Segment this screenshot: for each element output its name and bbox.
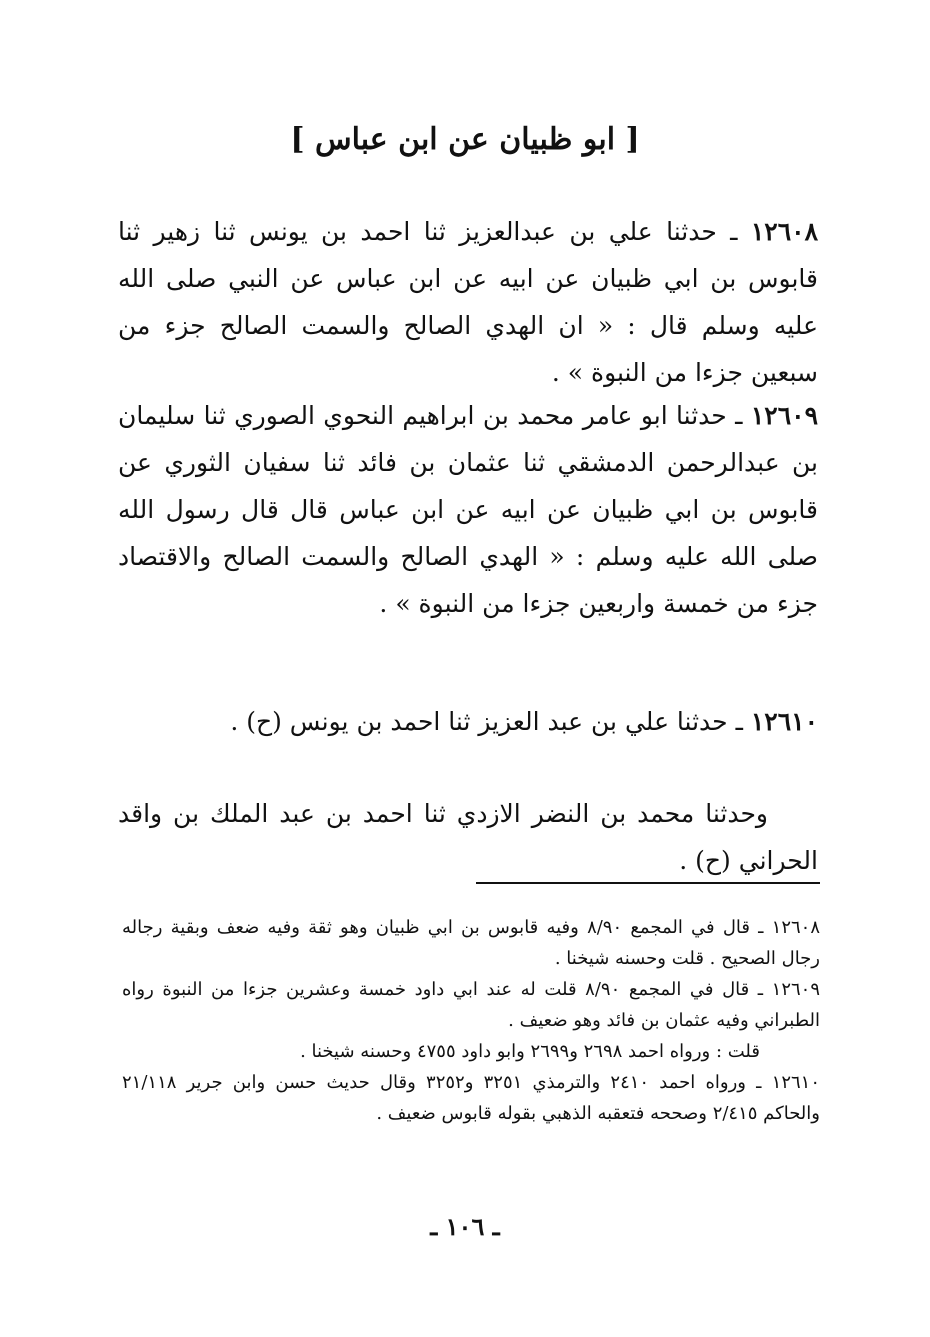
hadith-text: ـ حدثنا ابو عامر محمد بن ابراهيم النحوي الصوري ثنا سليمان بن عبدالرحمن الدمشقي ثنا عثمان بن فائد ثنا سفيان الثوري عن قابوس بن ابي ظبيان عن ابيه عن ابن عباس قال قال رسول الله صلى الله عليه وسلم : « الهدي الصالح والسمت الصالح والاقتصاد جزء من خمسة واربعين جزءا من النبوة » .: [118, 401, 818, 618]
hadith-entry: [118, 392, 818, 627]
footnote: ١٢٦٠٩ ـ قال في المجمع ٨/٩٠ قلت له عند ابي داود خمسة وعشرين جزءا من النبوة رواه الطبراني وفيه عثمان بن فائد وهو ضعيف .: [122, 979, 820, 1031]
hadith-continuation-text: وحدثنا محمد بن النضر الازدي ثنا احمد بن عبد الملك بن واقد الحراني (ح) .: [118, 799, 818, 875]
hadith-number: ١٢٦٠٩: [750, 401, 818, 430]
footnote: ١٢٦١٠ ـ ورواه احمد ٢٤١٠ والترمذي ٣٢٥١ و٣٢٥٢ وقال حديث حسن وابن جرير ٢١/١١٨ والحاكم ٢/٤١٥ وصححه فتعقبه الذهبي بقوله قابوس ضعيف .: [122, 1072, 820, 1124]
page-number: ـ ١٠٦ ـ: [430, 1212, 500, 1241]
footnote: قلت : ورواه احمد ٢٦٩٨ و٢٦٩٩ وابو داود ٤٧٥٥ وحسنه شيخنا .: [300, 1041, 760, 1062]
footnotes: [122, 912, 820, 1129]
hadith-entry: [118, 698, 818, 745]
footnote: ١٢٦٠٨ ـ قال في المجمع ٨/٩٠ وفيه قابوس بن ابي ظبيان وهو ثقة وفيه ضعف وبقية رجاله رجال الصحيح . قلت وحسنه شيخنا .: [122, 917, 820, 969]
hadith-number: ١٢٦١٠: [750, 707, 818, 736]
hadith-number: ١٢٦٠٨: [750, 217, 818, 246]
hadith-entry: [118, 208, 818, 396]
footnote-divider: [476, 882, 820, 884]
section-title: [ ابو ظبيان عن ابن عباس ]: [290, 122, 640, 157]
hadith-text: ـ حدثنا علي بن عبد العزيز ثنا احمد بن يونس (ح) .: [230, 707, 743, 736]
hadith-text: ـ حدثنا علي بن عبدالعزيز ثنا احمد بن يونس ثنا زهير ثنا قابوس بن ابي ظبيان عن ابيه عن ابن عباس عن النبي صلى الله عليه وسلم قال : « ان الهدي الصالح والسمت الصالح جزء من سبعين جزءا من النبوة » .: [118, 217, 818, 387]
hadith-continuation: [118, 790, 818, 884]
